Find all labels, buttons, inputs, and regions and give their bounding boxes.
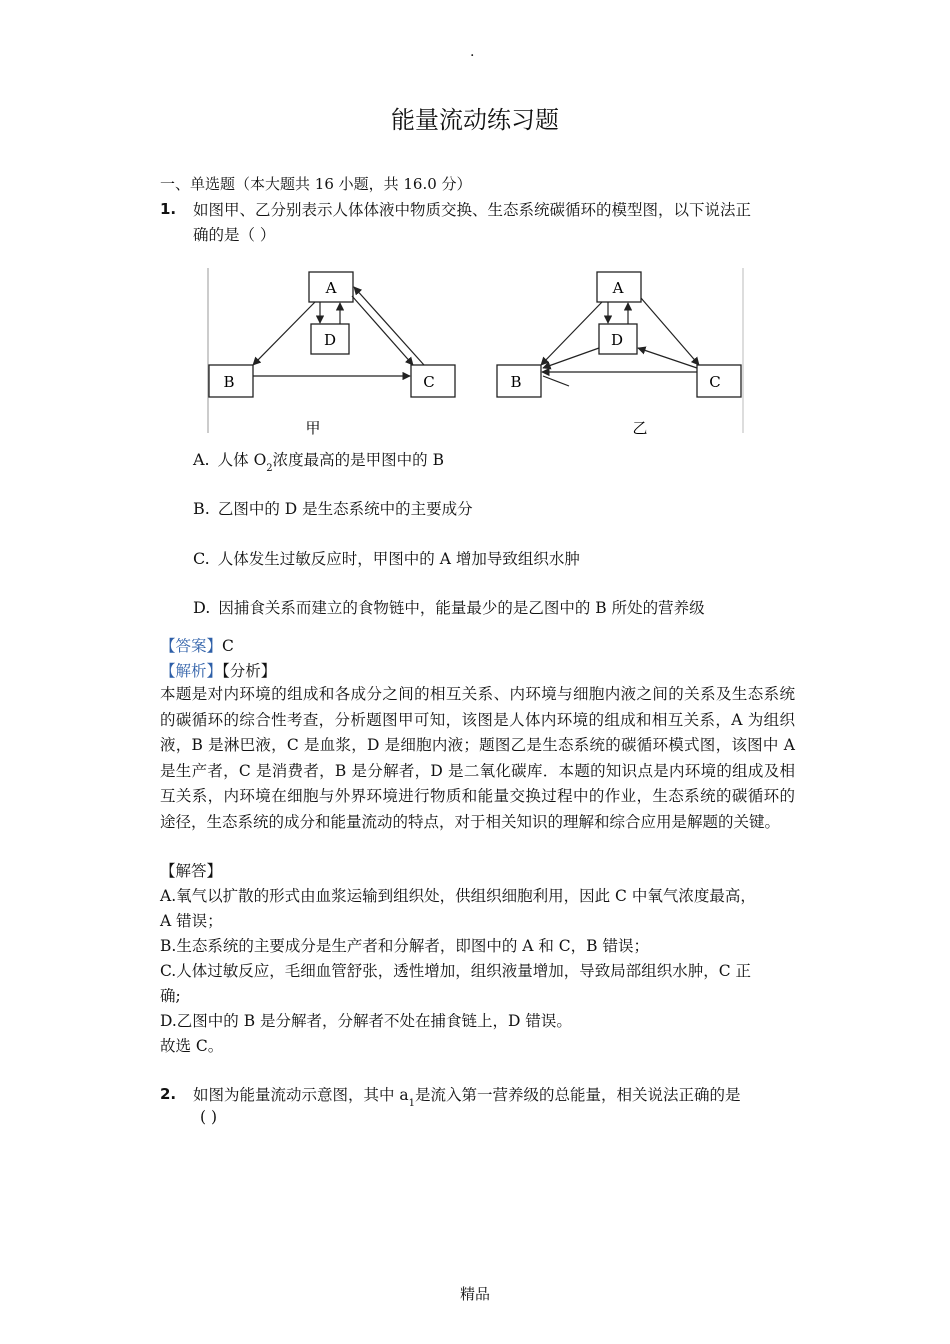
analysis-line [160, 659, 276, 681]
jia-node-c-label: C [423, 373, 435, 391]
solution-end: 故选 C。 [160, 1037, 224, 1055]
yi-arrow-c-d [638, 348, 697, 368]
solution-tag: 【解答】 [160, 862, 223, 880]
question-2-stem-line-2: ( ) [200, 1108, 218, 1126]
answer-tag: 【答案】 [160, 637, 223, 655]
jia-node-b-label: B [223, 373, 235, 391]
question-1-stem-line-2: 确的是（ ） [193, 226, 276, 244]
jia-node-d-label: D [323, 331, 337, 349]
option-b-letter: B. [193, 499, 210, 518]
answer-value: C [222, 637, 234, 655]
option-c-letter: C. [193, 549, 210, 568]
jia-arrow-a-c [352, 296, 413, 365]
option-b-text: 乙图中的 D 是生态系统中的主要成分 [217, 500, 473, 518]
option-a-text-pre: 人体 O [217, 451, 267, 469]
yi-caption: 乙 [632, 419, 648, 437]
option-a-text-post: 浓度最高的是甲图中的 B [272, 451, 444, 469]
jia-arrow-a-b [253, 302, 315, 365]
question-1-figure [207, 268, 745, 438]
diagram-yi [497, 272, 741, 437]
option-d [193, 596, 705, 618]
diagram-jia [209, 272, 455, 437]
question-2-stem-line-1 [193, 1083, 741, 1109]
option-a-subscript: 2 [266, 463, 273, 474]
analysis-tag: 【解析】 [160, 662, 223, 680]
question-1-number: 1. [160, 200, 177, 218]
page-footer: 精品 [459, 1285, 490, 1303]
solution-d: D.乙图中的 B 是分解者，分解者不处在捕食链上，D 错误。 [160, 1012, 572, 1030]
solution-a-line-1: A.氧气以扩散的形式由血浆运输到组织处，供组织细胞利用，因此 C 中氧气浓度最高， [160, 887, 756, 905]
yi-node-b-label: B [510, 373, 522, 391]
yi-arrow-a-c [641, 298, 699, 365]
analysis-paragraph: 本题是对内环境的组成和各成分之间的相互关系、内环境与细胞内液之间的关系及生态系统的碳循环的综合性考查，分析题图甲可知，该图是人体内环境的组成和相互关系，A 为组织液，B 是淋巴液，C 是血浆，D 是细胞内液；题图乙是生态系统的碳循环模式图，该图中 A 是生产者，C 是消费者，B 是分解者，D 是二氧化碳库．本题的知识点是内环境的组成及相互关系，内环境在细胞与外界环境进行物质和能量交换过程中的作业，生态系统的碳循环的途径，生态系统的成分和能量流动的特点，对于相关知识的理解和综合应用是解题的关键。 [160, 685, 795, 831]
yi-arrow-d-b [543, 348, 599, 368]
jia-arrow-c-a [354, 287, 424, 365]
yi-arrow-a-b [541, 302, 602, 365]
yi-node-a-label: A [612, 279, 624, 297]
section-heading: 一、单选题（本大题共 16 小题，共 16.0 分） [160, 175, 472, 193]
option-a-letter: A. [193, 450, 210, 469]
question-2-stem-post: 是流入第一营养级的总能量，相关说法正确的是 [415, 1086, 741, 1104]
question-1-stem-line-1: 如图甲、乙分别表示人体体液中物质交换、生态系统碳循环的模型图，以下说法正 [193, 201, 752, 219]
header-mark: . [470, 44, 475, 60]
option-c [193, 547, 580, 569]
jia-caption: 甲 [305, 419, 321, 437]
solution-a-line-2: A 错误； [160, 912, 223, 930]
option-c-text: 人体发生过敏反应时，甲图中的 A 增加导致组织水肿 [217, 550, 580, 568]
jia-node-a-label: A [325, 279, 337, 297]
question-2-subscript: 1 [408, 1098, 416, 1109]
solution-c-line-2: 确; [160, 987, 181, 1005]
solution-c-line-1: C.人体过敏反应，毛细血管舒张，透性增加，组织液量增加，导致局部组织水肿，C 正 [160, 962, 752, 980]
option-a [193, 448, 444, 474]
solution-b: B.生态系统的主要成分是生产者和分解者，即图中的 A 和 C，B 错误； [160, 937, 649, 955]
yi-node-d-label: D [610, 331, 624, 349]
yi-stub-line [543, 376, 569, 386]
answer-line [160, 634, 234, 656]
option-d-letter: D. [193, 598, 211, 617]
option-d-text: 因捕食关系而建立的食物链中，能量最少的是乙图中的 B 所处的营养级 [218, 599, 705, 617]
yi-node-c-label: C [709, 373, 721, 391]
analysis-sub-tag: 【分析】 [222, 662, 277, 680]
page-title: 能量流动练习题 [391, 106, 559, 134]
question-2-stem-pre: 如图为能量流动示意图，其中 a [193, 1086, 409, 1104]
option-b [193, 497, 473, 519]
question-2-number: 2. [160, 1085, 177, 1103]
